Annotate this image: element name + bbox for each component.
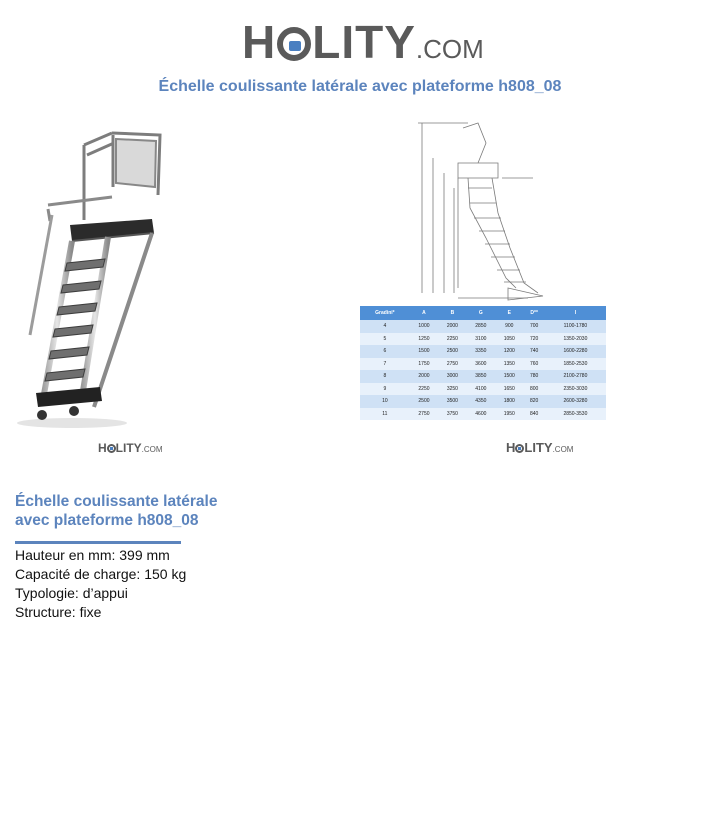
table-cell: 1250 [410, 333, 438, 346]
table-cell: 4600 [467, 408, 495, 421]
table-cell: 2750 [410, 408, 438, 421]
ladder-photo[interactable] [12, 125, 177, 430]
table-cell: 3000 [438, 370, 466, 383]
divider [15, 541, 181, 544]
section-title-line: Échelle coulissante latérale [15, 493, 218, 510]
logo-domain: .COM [141, 445, 163, 454]
table-cell: 2250 [438, 333, 466, 346]
table-cell: 780 [523, 370, 544, 383]
table-cell: 3600 [467, 358, 495, 371]
table-cell: 760 [523, 358, 544, 371]
page-title: Échelle coulissante latérale avec plateforme h808_08 [158, 78, 562, 95]
table-cell: 740 [523, 345, 544, 358]
table-cell: 3250 [438, 383, 466, 396]
spec-structure: Structure: fixe [15, 604, 102, 620]
logo-brand-rest: LITY [312, 16, 416, 68]
holity-small-logo: H LITY.COM [506, 440, 574, 455]
table-cell: 2000 [410, 370, 438, 383]
table-cell: 1350 [495, 358, 523, 371]
table-cell: 1750 [410, 358, 438, 371]
table-header-cell: G [467, 306, 495, 320]
table-cell: 2000 [438, 320, 466, 333]
table-row [360, 333, 606, 346]
table-cell: 2350-3030 [545, 383, 606, 396]
table-cell: 1350-2030 [545, 333, 606, 346]
table-cell: 4100 [467, 383, 495, 396]
table-cell: 1100-1780 [545, 320, 606, 333]
table-row [360, 408, 606, 421]
spec-capacity: Capacité de charge: 150 kg [15, 566, 187, 582]
table-cell: 840 [523, 408, 544, 421]
dimensions-table [360, 306, 606, 420]
table-cell: 3850 [467, 370, 495, 383]
table-row [360, 370, 606, 383]
table-header-cell: I [545, 306, 606, 320]
table-header-cell: Gradini* [360, 306, 410, 320]
logo-wordmark: H LITY.COM [242, 16, 484, 68]
table-cell: 4 [360, 320, 410, 333]
table-cell: 700 [523, 320, 544, 333]
spec-typology: Typologie: d’appui [15, 585, 128, 601]
table-cell: 3750 [438, 408, 466, 421]
table-cell: 1000 [410, 320, 438, 333]
table-cell: 1950 [495, 408, 523, 421]
table-cell: 2500 [410, 395, 438, 408]
table-cell: 7 [360, 358, 410, 371]
holity-logo[interactable] [242, 14, 484, 70]
table-cell: 11 [360, 408, 410, 421]
table-cell: 2500 [438, 345, 466, 358]
table-row [360, 320, 606, 333]
table-cell: 2750 [438, 358, 466, 371]
table-cell: 720 [523, 333, 544, 346]
table-header-cell: B [438, 306, 466, 320]
table-cell: 820 [523, 395, 544, 408]
table-header-cell: A [410, 306, 438, 320]
table-header-row [360, 306, 606, 320]
table-header-cell: D** [523, 306, 544, 320]
logo-o-icon [515, 444, 524, 453]
table-cell: 8 [360, 370, 410, 383]
table-cell: 1650 [495, 383, 523, 396]
table-cell: 1600-2280 [545, 345, 606, 358]
logo-domain: .COM [415, 34, 484, 64]
logo-o-icon [107, 444, 116, 453]
table-cell: 2600-3280 [545, 395, 606, 408]
technical-drawing-icon [358, 118, 608, 303]
spec-height: Hauteur en mm: 399 mm [15, 547, 170, 563]
table-cell: 3100 [467, 333, 495, 346]
table-cell: 1050 [495, 333, 523, 346]
table-cell: 9 [360, 383, 410, 396]
logo-o-icon [277, 27, 311, 61]
table-cell: 900 [495, 320, 523, 333]
spec-list [15, 546, 186, 622]
logo-domain: .COM [552, 445, 574, 454]
table-header-cell: E [495, 306, 523, 320]
product-section-title [15, 492, 255, 530]
table-cell: 10 [360, 395, 410, 408]
table-cell: 4350 [467, 395, 495, 408]
table-cell: 3350 [467, 345, 495, 358]
table-cell: 800 [523, 383, 544, 396]
ladder-photo-icon [12, 125, 177, 430]
table-cell: 2100-2780 [545, 370, 606, 383]
table-cell: 1500 [410, 345, 438, 358]
table-cell: 2250 [410, 383, 438, 396]
table-row [360, 383, 606, 396]
table-row [360, 345, 606, 358]
table-cell: 1200 [495, 345, 523, 358]
table-cell: 1850-2530 [545, 358, 606, 371]
table-cell: 3500 [438, 395, 466, 408]
table-cell: 2850-3530 [545, 408, 606, 421]
table-cell: 1800 [495, 395, 523, 408]
table-cell: 1500 [495, 370, 523, 383]
section-title-line: avec plateforme h808_08 [15, 512, 199, 529]
table-row [360, 358, 606, 371]
table-cell: 5 [360, 333, 410, 346]
table-cell: 2850 [467, 320, 495, 333]
table-cell: 6 [360, 345, 410, 358]
holity-small-logo: H LITY.COM [98, 441, 163, 455]
table-row [360, 395, 606, 408]
